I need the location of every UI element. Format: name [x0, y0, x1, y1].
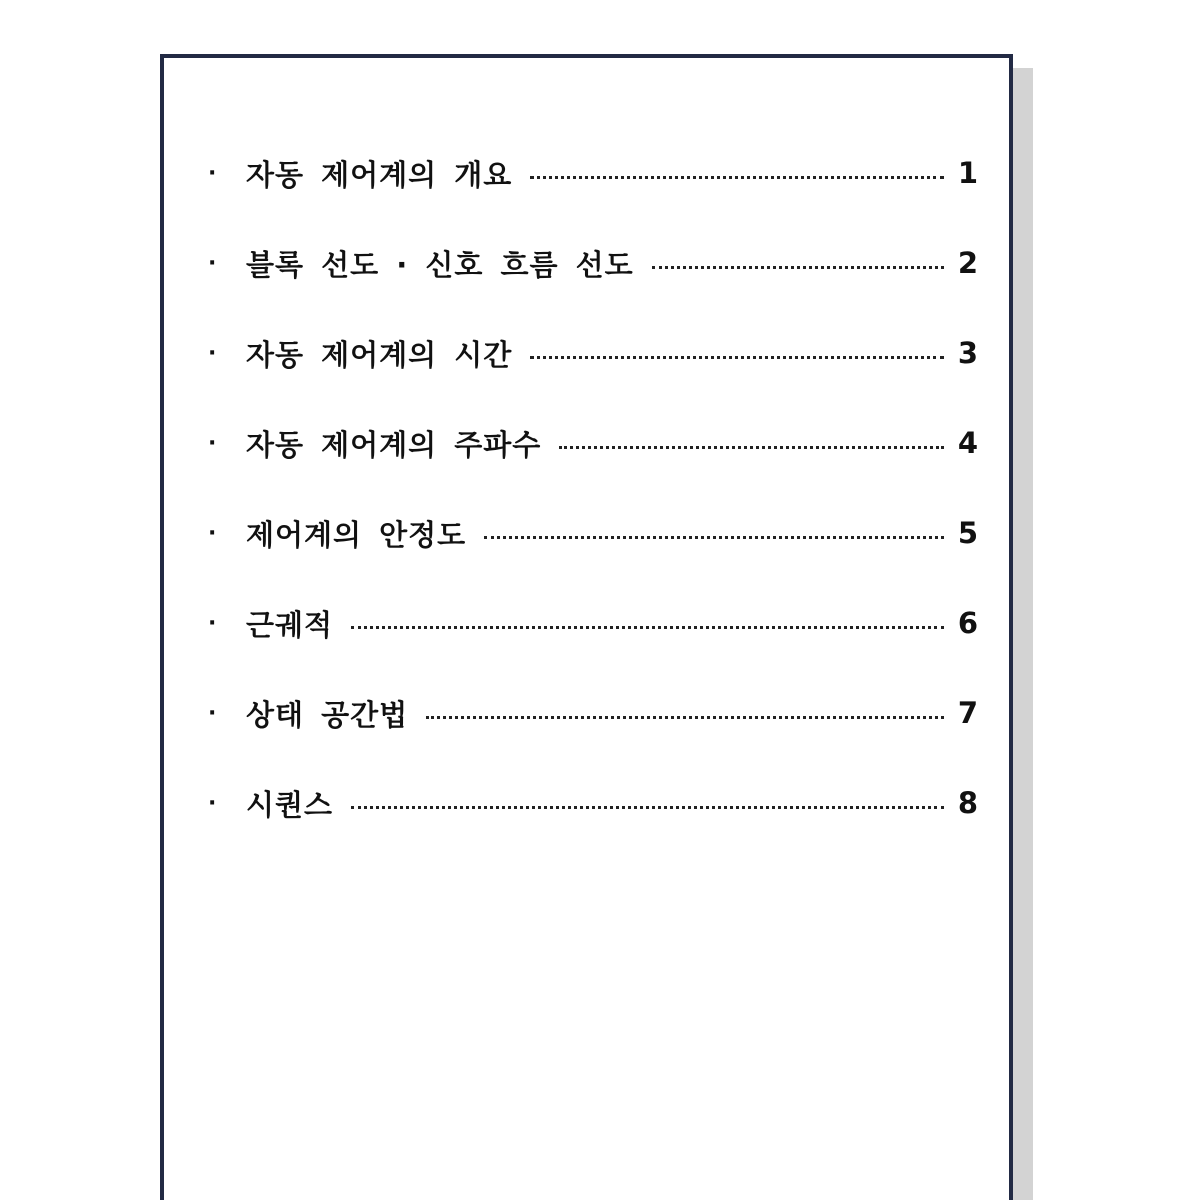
toc-page-number: 2 [957, 246, 978, 280]
toc-entry-title: 상태 공간법 [246, 697, 409, 732]
toc-entry-4[interactable] [208, 398, 978, 488]
toc-page-number: 6 [957, 606, 978, 640]
toc-entry-title: 시퀀스 [246, 787, 334, 822]
toc-bullet: · [208, 250, 217, 276]
toc-entry-title: 근궤적 [246, 607, 334, 642]
toc-bullet: · [208, 610, 217, 636]
toc-entry-title: 자동 제어계의 주파수 [246, 427, 542, 462]
toc-bullet: · [208, 160, 217, 186]
toc-bullet: · [208, 700, 217, 726]
dotted-leader [484, 536, 944, 539]
toc-entry-8[interactable] [208, 758, 978, 848]
toc-entry-6[interactable] [208, 578, 978, 668]
table-of-contents [208, 128, 978, 848]
toc-bullet: · [208, 520, 217, 546]
toc-entry-7[interactable] [208, 668, 978, 758]
toc-page-number: 7 [957, 696, 978, 730]
toc-bullet: · [208, 790, 217, 816]
toc-page-number: 1 [957, 156, 978, 190]
dotted-leader [351, 806, 944, 809]
toc-entry-title: 자동 제어계의 개요 [246, 157, 513, 192]
toc-entry-title: 제어계의 안정도 [246, 517, 467, 552]
toc-bullet: · [208, 340, 217, 366]
dotted-leader [530, 356, 944, 359]
toc-page-number: 8 [957, 786, 978, 820]
toc-entry-3[interactable] [208, 308, 978, 398]
dotted-leader [530, 176, 944, 179]
dotted-leader [426, 716, 944, 719]
toc-page-number: 4 [957, 426, 978, 460]
toc-entry-5[interactable] [208, 488, 978, 578]
dotted-leader [652, 266, 944, 269]
dotted-leader [351, 626, 944, 629]
toc-entry-title: 블록 선도 · 신호 흐름 선도 [246, 247, 634, 282]
toc-entry-title: 자동 제어계의 시간 [246, 337, 513, 372]
toc-entry-2[interactable] [208, 218, 978, 308]
toc-entry-1[interactable] [208, 128, 978, 218]
document-page [160, 54, 1013, 1200]
dotted-leader [559, 446, 943, 449]
toc-page-number: 5 [957, 516, 978, 550]
toc-page-number: 3 [957, 336, 978, 370]
toc-bullet: · [208, 430, 217, 456]
